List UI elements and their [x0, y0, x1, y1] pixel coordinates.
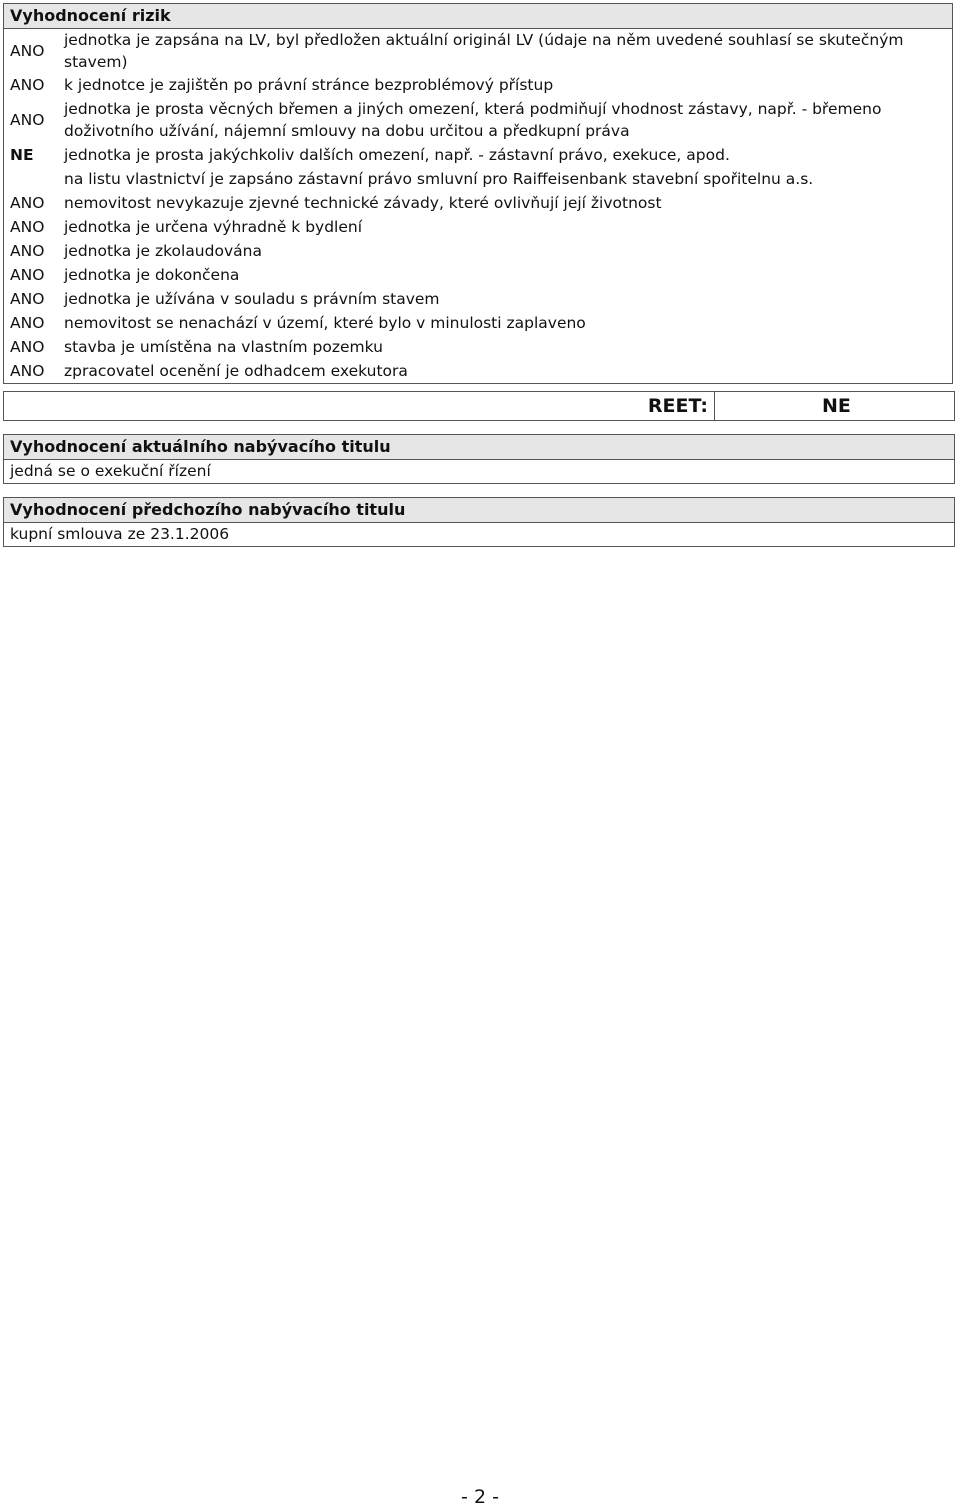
- reet-box: [3, 391, 955, 421]
- risk-status: ANO: [10, 42, 45, 60]
- previous-acquisition-title-heading: Vyhodnocení předchozího nabývacího titulu: [4, 498, 954, 523]
- risk-text: nemovitost nevykazuje zjevné technické závady, které ovlivňují její životnost: [64, 194, 662, 212]
- previous-acquisition-title-box: [3, 497, 955, 547]
- risk-status: NE: [10, 146, 34, 164]
- risk-row: [4, 311, 952, 335]
- risk-row: [4, 167, 952, 191]
- risk-row: [4, 239, 952, 263]
- risk-text: jednotka je dokončena: [64, 266, 240, 284]
- risk-status: ANO: [10, 111, 45, 129]
- risk-row: [4, 97, 952, 143]
- reet-value: NE: [822, 395, 851, 417]
- risk-row: [4, 29, 952, 73]
- risk-status: ANO: [10, 266, 45, 284]
- reet-label: REET:: [647, 395, 708, 417]
- risk-text: jednotka je zapsána na LV, byl předložen aktuální originál LV (údaje na něm uvedené souhlasí se skutečným stavem): [64, 31, 904, 71]
- risk-text: nemovitost se nenachází v území, které bylo v minulosti zaplaveno: [64, 314, 586, 332]
- risk-row: [4, 263, 952, 287]
- risk-row: [4, 143, 952, 167]
- risk-status: ANO: [10, 76, 45, 94]
- current-acquisition-title-text: jedná se o exekuční řízení: [10, 462, 211, 480]
- risk-row: [4, 215, 952, 239]
- risk-assessment-title: Vyhodnocení rizik: [4, 4, 952, 29]
- risk-status: ANO: [10, 218, 45, 236]
- risk-text: zpracovatel ocenění je odhadcem exekutora: [64, 362, 408, 380]
- current-acquisition-title-heading: Vyhodnocení aktuálního nabývacího titulu: [4, 435, 954, 460]
- risk-text: jednotka je užívána v souladu s právním stavem: [64, 290, 440, 308]
- risk-row: [4, 335, 952, 359]
- risk-assessment-table: [3, 3, 953, 384]
- risk-text: jednotka je prosta věcných břemen a jiných omezení, která podmiňují vhodnost zástavy, např. - břemeno doživotního užívání, nájemní smlouvy na dobu určitou a předkupní práva: [64, 100, 882, 140]
- risk-row: [4, 191, 952, 215]
- risk-status: ANO: [10, 242, 45, 260]
- risk-status: ANO: [10, 314, 45, 332]
- risk-row: [4, 359, 952, 383]
- page-number: - 2 -: [461, 1486, 499, 1508]
- risk-status: ANO: [10, 362, 45, 380]
- risk-text: jednotka je zkolaudována: [64, 242, 262, 260]
- risk-text: stavba je umístěna na vlastním pozemku: [64, 338, 383, 356]
- risk-row: [4, 287, 952, 311]
- risk-status: ANO: [10, 194, 45, 212]
- current-acquisition-title-box: [3, 434, 955, 484]
- risk-text: k jednotce je zajištěn po právní stránce bezproblémový přístup: [64, 76, 554, 94]
- reet-divider: [714, 392, 715, 420]
- risk-status: ANO: [10, 338, 45, 356]
- risk-status: ANO: [10, 290, 45, 308]
- risk-row: [4, 73, 952, 97]
- risk-text: jednotka je určena výhradně k bydlení: [64, 218, 363, 236]
- risk-text: jednotka je prosta jakýchkoliv dalších omezení, např. - zástavní právo, exekuce, apod.: [64, 146, 730, 164]
- risk-note: na listu vlastnictví je zapsáno zástavní právo smluvní pro Raiffeisenbank stavební spořitelnu a.s.: [64, 170, 814, 188]
- previous-acquisition-title-text: kupní smlouva ze 23.1.2006: [10, 525, 230, 543]
